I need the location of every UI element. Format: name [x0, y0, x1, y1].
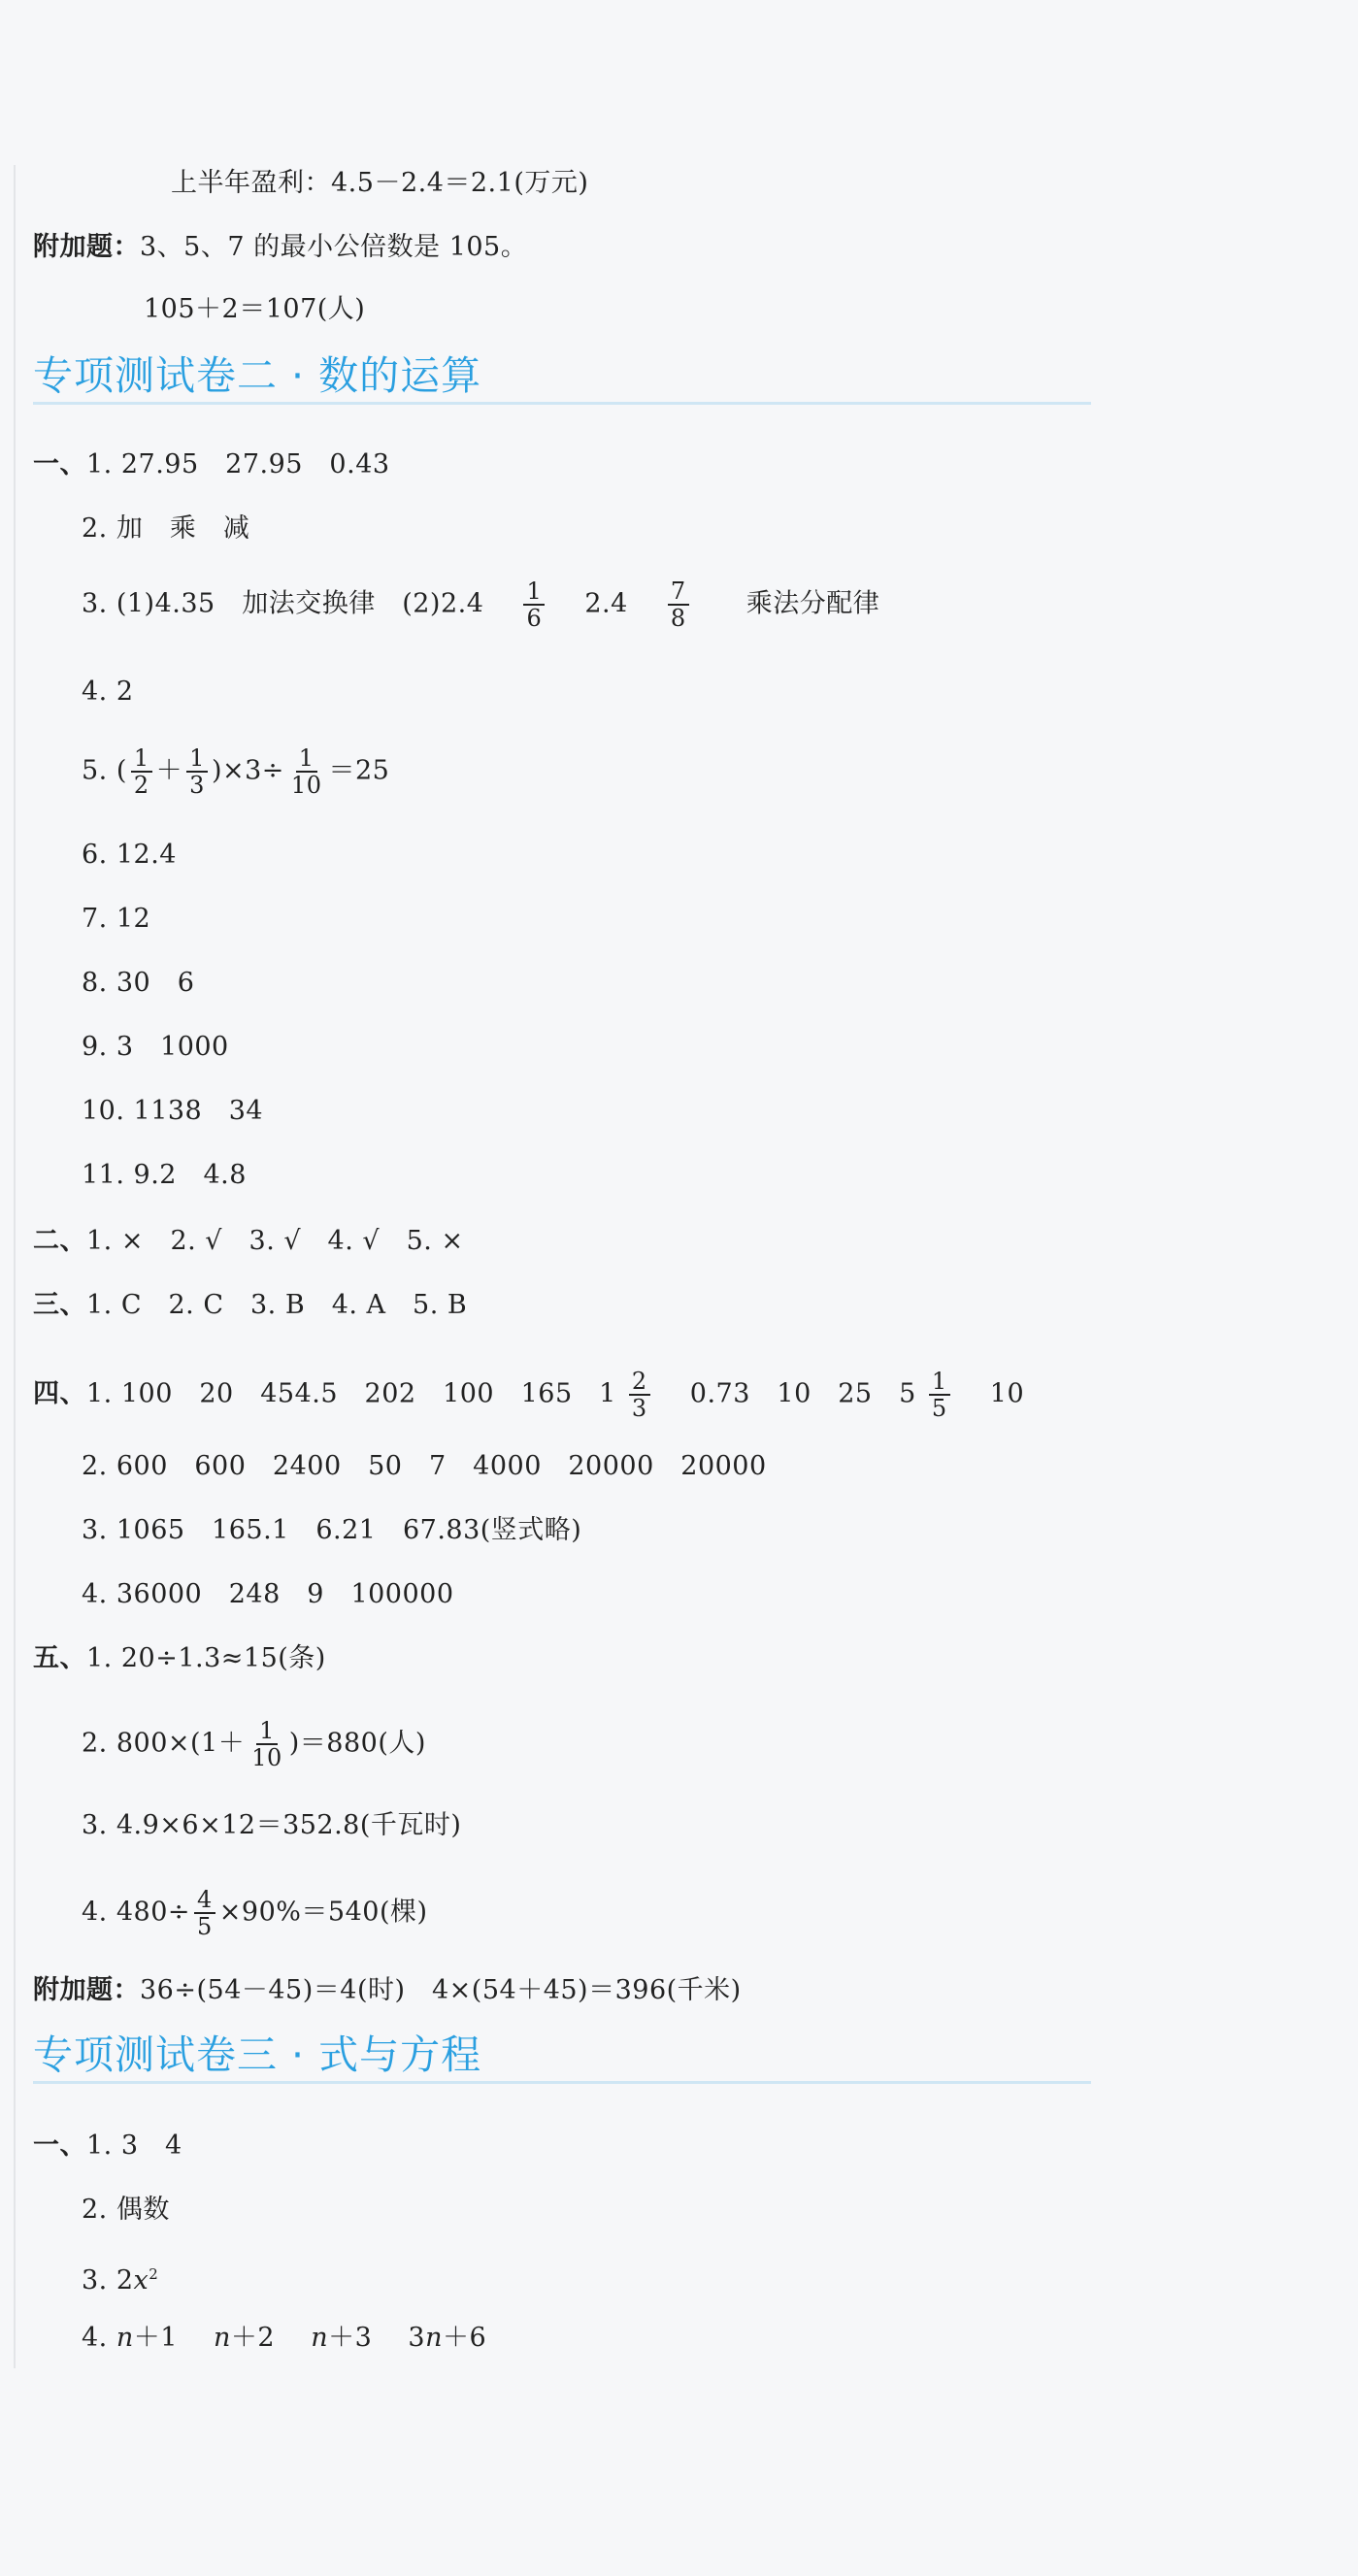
fraction	[668, 578, 689, 631]
denominator: 6	[526, 605, 543, 632]
part1-q6: 6. 12.4	[82, 840, 177, 870]
answer-text: 1. 20÷1.3≈15(条)	[86, 1643, 326, 1673]
fraction	[288, 745, 325, 798]
answer-text: 2. 800×(1＋	[82, 1728, 246, 1759]
part4-q2: 2. 600 600 2400 50 7 4000 20000 20000	[82, 1451, 767, 1481]
answer-text: 36÷(54－45)＝4(时) 4×(54＋45)＝396(千米)	[140, 1975, 742, 2005]
numerator: 4	[194, 1887, 215, 1914]
answer-text: 4. 480÷	[82, 1897, 191, 1928]
fraction	[194, 1887, 215, 1939]
part1-q9: 9. 3 1000	[82, 1032, 229, 1062]
answer-text: 3	[408, 2323, 426, 2353]
left-margin-rule	[14, 165, 16, 2368]
variable: n	[214, 2323, 231, 2353]
answer-text: 3. 2	[82, 2265, 134, 2295]
numerator: 1	[929, 1369, 950, 1396]
part-label: 二、	[33, 1226, 86, 1256]
part4-q1	[33, 1369, 1024, 1421]
extra-calc: 105＋2＝107(人)	[144, 294, 366, 324]
answer-text: 3. (1)4.35 加法交换律 (2)2.4	[82, 588, 484, 619]
exponent: 2	[149, 2265, 159, 2283]
s3-part1-q2: 2. 偶数	[82, 2195, 170, 2225]
section-divider	[33, 402, 1091, 405]
numerator: 1	[523, 578, 545, 606]
denominator: 5	[931, 1395, 947, 1422]
denominator: 10	[290, 772, 322, 799]
answer-text: 乘法分配律	[745, 588, 880, 619]
part2	[33, 1225, 464, 1258]
s3-part1-q1	[33, 2130, 182, 2163]
extra-question-top	[33, 231, 527, 264]
variable: n	[311, 2323, 329, 2353]
section-title: 专项测试卷二 · 数的运算	[33, 352, 482, 399]
extra-question	[33, 1974, 742, 2007]
part4-q4: 4. 36000 248 9 100000	[82, 1579, 454, 1609]
answer-text: )＝880(人)	[288, 1728, 426, 1759]
part1-q10: 10. 1138 34	[82, 1096, 264, 1126]
extra-label: 附加题：	[33, 232, 140, 262]
s3-part1-q4	[82, 2322, 486, 2355]
part1-q3	[82, 578, 879, 631]
fraction	[131, 745, 152, 798]
part-label: 五、	[33, 1643, 86, 1673]
answer-text: 5. (	[82, 755, 127, 786]
part5-q4	[82, 1887, 428, 1939]
extra-text: 3、5、7 的最小公倍数是 105。	[140, 232, 528, 262]
numerator: 1	[131, 745, 152, 773]
numerator: 1	[256, 1718, 278, 1745]
part1-q11: 11. 9.2 4.8	[82, 1160, 247, 1190]
part1-q7: 7. 12	[82, 904, 151, 934]
part5-q1	[33, 1642, 326, 1675]
fraction	[186, 745, 208, 798]
answer-text: )×3÷	[211, 755, 284, 786]
answer-text: ＋1	[133, 2323, 178, 2353]
s3-part1-q3	[82, 2258, 158, 2297]
answer-text: 4.	[82, 2323, 108, 2353]
part4-q3: 3. 1065 165.1 6.21 67.83(竖式略)	[82, 1515, 582, 1545]
denominator: 10	[251, 1744, 282, 1771]
variable: x	[133, 2265, 149, 2295]
answer-text: 1. 27.95 27.95 0.43	[86, 449, 390, 479]
fraction	[629, 1369, 650, 1421]
denominator: 8	[670, 605, 686, 632]
part1-q2: 2. 加 乘 减	[82, 513, 250, 544]
answer-text: 10	[989, 1378, 1025, 1409]
part1-q1	[33, 448, 390, 481]
part1-q5	[82, 745, 389, 798]
part3	[33, 1289, 467, 1322]
fraction	[929, 1369, 950, 1421]
part5-q2	[82, 1718, 426, 1770]
answer-text: 1. C 2. C 3. B 4. A 5. B	[86, 1290, 468, 1320]
fraction	[248, 1718, 285, 1770]
section-divider	[33, 2081, 1091, 2084]
profit-line: 上半年盈利：4.5－2.4＝2.1(万元)	[171, 168, 589, 198]
numerator: 1	[296, 745, 317, 773]
answer-text: 0.73 10 25 5	[689, 1378, 916, 1409]
answer-text: ×90%＝540(棵)	[218, 1897, 428, 1928]
fraction	[523, 578, 545, 631]
part-label: 一、	[33, 449, 86, 479]
extra-label: 附加题：	[33, 1975, 140, 2005]
answer-text: 1. 3 4	[86, 2130, 182, 2161]
answer-text: 1. 100 20 454.5 202 100 165 1	[86, 1378, 616, 1409]
answer-text: 1. × 2. √ 3. √ 4. √ 5. ×	[86, 1226, 464, 1256]
part-label: 三、	[33, 1290, 86, 1320]
numerator: 2	[629, 1369, 650, 1396]
part-label: 一、	[33, 2130, 86, 2161]
part1-q4: 4. 2	[82, 677, 134, 707]
variable: n	[425, 2323, 443, 2353]
part1-q8: 8. 30 6	[82, 968, 195, 998]
denominator: 2	[133, 772, 149, 799]
denominator: 3	[631, 1395, 647, 1422]
answer-text: ＝25	[328, 755, 390, 786]
operator: ＋	[155, 755, 183, 786]
answer-text: ＋6	[442, 2323, 487, 2353]
answer-text: ＋2	[230, 2323, 276, 2353]
answer-text: 2.4	[584, 588, 628, 619]
part-label: 四、	[33, 1378, 86, 1409]
variable: n	[116, 2323, 134, 2353]
answer-text: ＋3	[328, 2323, 373, 2353]
part5-q3: 3. 4.9×6×12＝352.8(千瓦时)	[82, 1810, 462, 1840]
denominator: 5	[197, 1913, 213, 1940]
numerator: 7	[668, 578, 689, 606]
denominator: 3	[189, 772, 205, 799]
numerator: 1	[186, 745, 208, 773]
section-title: 专项测试卷三 · 式与方程	[33, 2031, 482, 2078]
